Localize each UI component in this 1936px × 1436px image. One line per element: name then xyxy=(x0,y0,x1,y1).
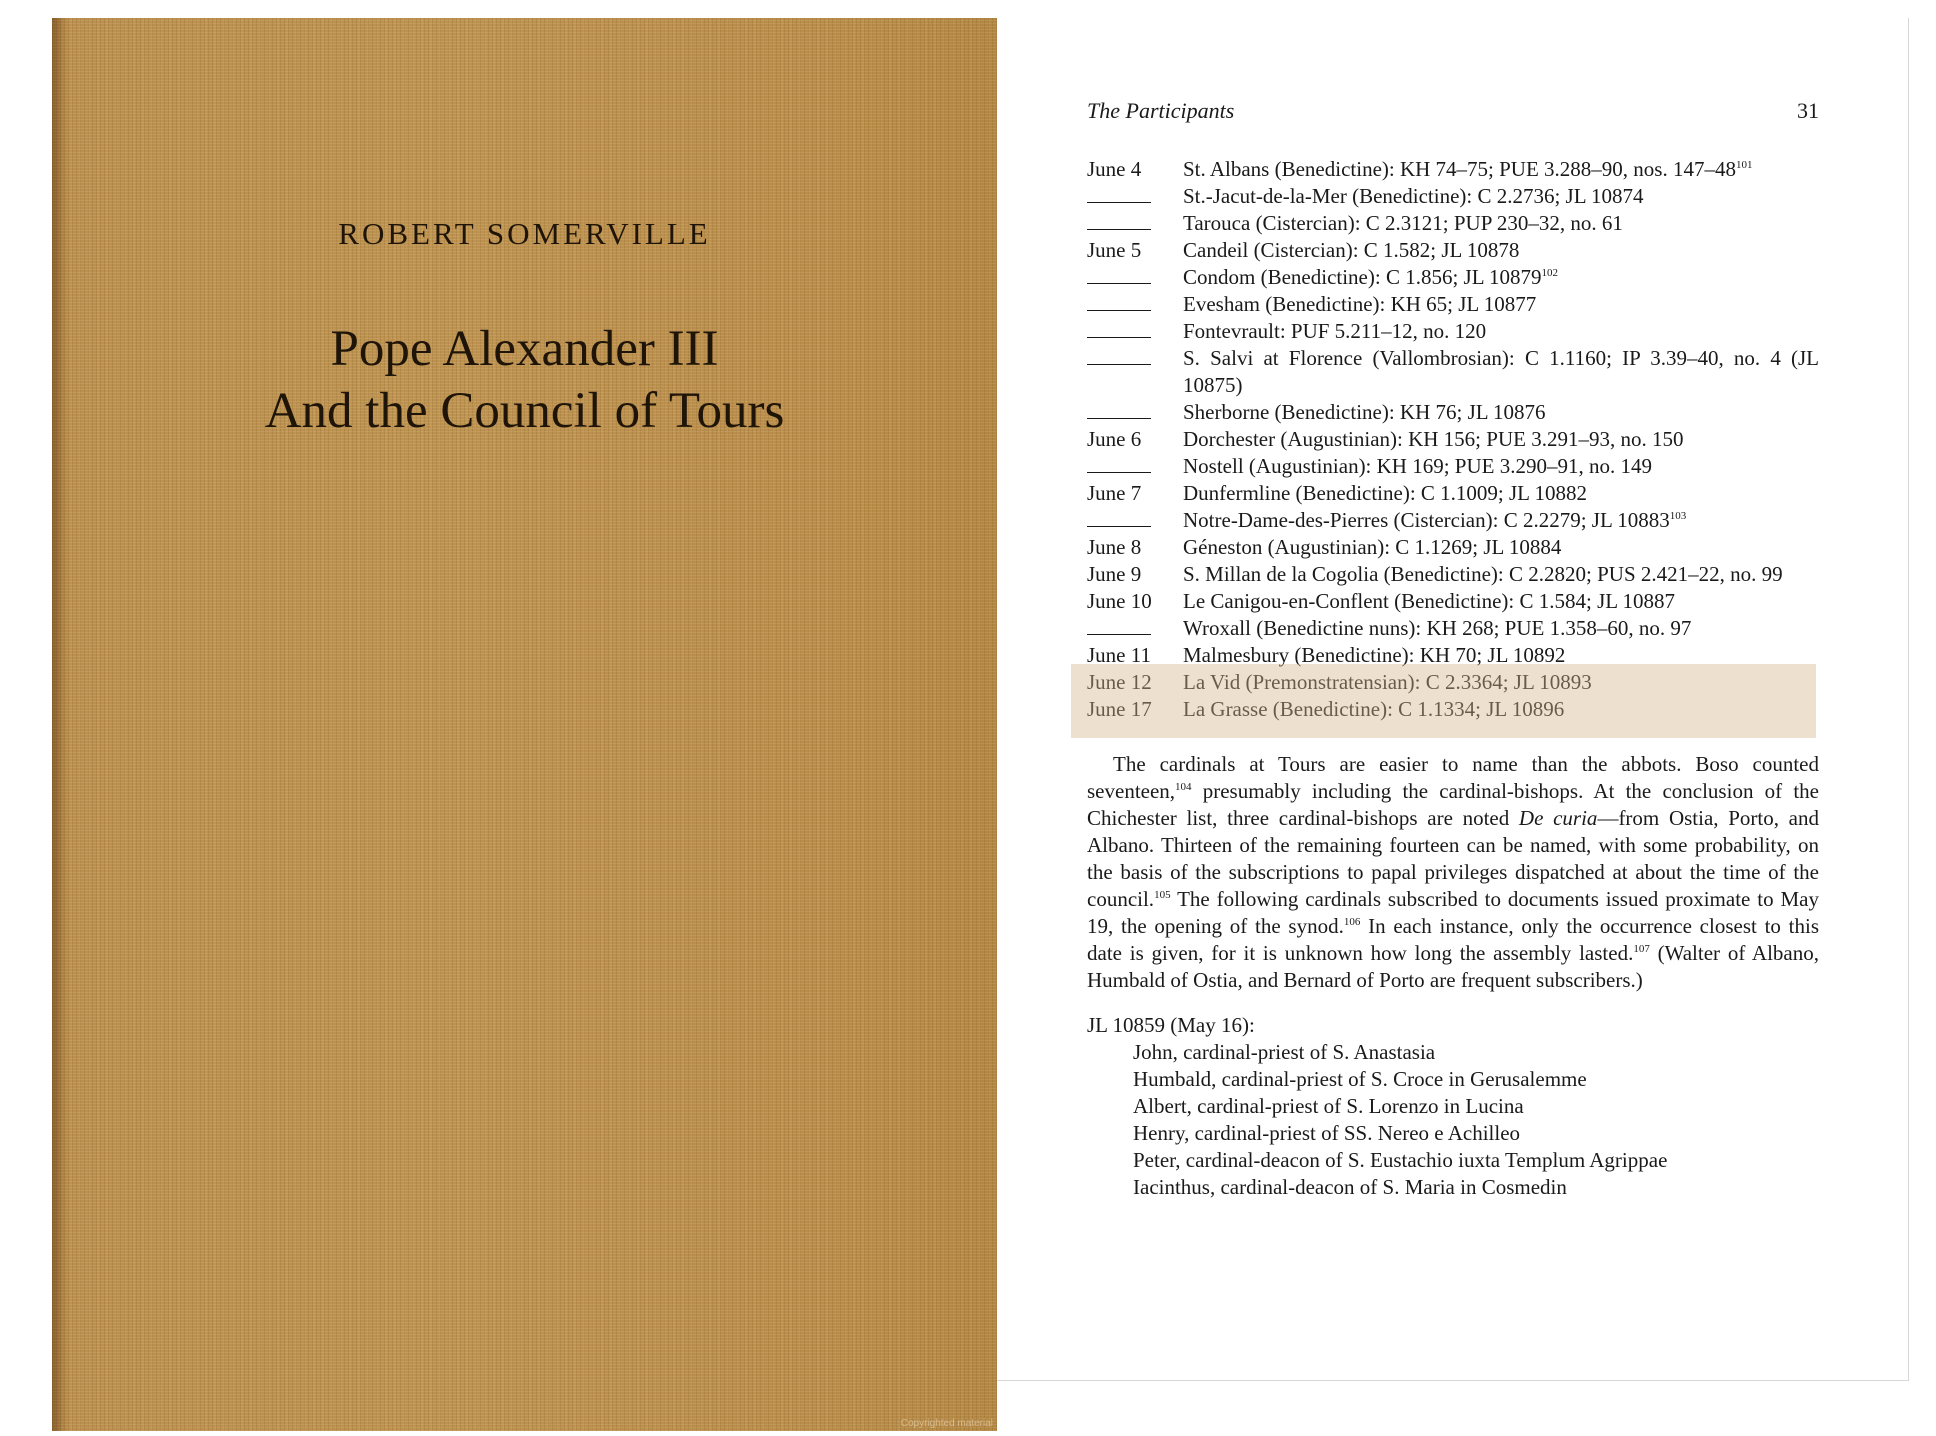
cover-watermark: Copyrighted material xyxy=(900,1418,993,1429)
ditto-rule xyxy=(1087,321,1151,338)
entry-citation: Malmesbury (Benedictine): KH 70; JL 10892 xyxy=(1183,643,1566,667)
page-number: 31 xyxy=(1797,98,1819,123)
running-head xyxy=(1087,98,1819,128)
entry-date: June 9 xyxy=(1087,562,1142,586)
entry-citation: Sherborne (Benedictine): KH 76; JL 10876 xyxy=(1183,400,1546,424)
paragraph-text-6: (Walter of Albano, Humbald of Ostia, and Bernard of Porto are frequent subscribers.) xyxy=(1087,941,1820,992)
list-item xyxy=(1087,507,1819,534)
list-item xyxy=(1087,318,1819,345)
entry-citation: S. Millan de la Cogolia (Benedictine): C 2.2820; PUS 2.421–22, no. 99 xyxy=(1183,562,1783,586)
entry-date: June 11 xyxy=(1087,643,1151,667)
list-item xyxy=(1087,210,1819,237)
ditto-line xyxy=(1087,453,1183,480)
entry-citation: Le Canigou-en-Conflent (Benedictine): C 1.584; JL 10887 xyxy=(1183,589,1676,613)
entry-citation: La Grasse (Benedictine): C 1.1334; JL 10896 xyxy=(1183,697,1565,721)
cover-author: ROBERT SOMERVILLE xyxy=(338,216,711,251)
list-item: Iacinthus, cardinal-deacon of S. Maria in Cosmedin xyxy=(1133,1175,1567,1199)
entry-date: June 7 xyxy=(1087,481,1142,505)
ditto-rule xyxy=(1087,267,1151,284)
list-item xyxy=(1087,453,1819,480)
entry-citation: Evesham (Benedictine): KH 65; JL 10877 xyxy=(1183,292,1537,316)
cover-title-line-1: Pope Alexander III xyxy=(330,321,719,377)
entry-text xyxy=(1183,156,1819,183)
ditto-line xyxy=(1087,183,1183,210)
entry-text xyxy=(1183,318,1819,345)
footnote-ref: 106 xyxy=(1343,916,1361,928)
footnote-ref: 101 xyxy=(1735,159,1753,171)
ditto-line xyxy=(1087,318,1183,345)
list-item xyxy=(1087,615,1819,642)
list-item xyxy=(1087,237,1819,264)
entry-text xyxy=(1183,588,1819,615)
search-highlight xyxy=(1071,664,1816,738)
cover-title xyxy=(52,318,997,442)
entry-citation: S. Salvi at Florence (Vallombrosian): C 1.1160; IP 3.39–40, no. 4 (JL 10875) xyxy=(1183,346,1819,397)
entry-text xyxy=(1183,453,1819,480)
list-item: Henry, cardinal-priest of SS. Nereo e Achilleo xyxy=(1133,1121,1521,1145)
entry-citation: Dorchester (Augustinian): KH 156; PUE 3.291–93, no. 150 xyxy=(1183,427,1684,451)
list-item: John, cardinal-priest of S. Anastasia xyxy=(1133,1040,1436,1064)
paragraph-italic: De curia xyxy=(1518,806,1598,830)
list-item xyxy=(1087,345,1819,399)
ditto-rule xyxy=(1087,213,1151,230)
ditto-line xyxy=(1087,345,1183,399)
ditto-rule xyxy=(1087,186,1151,203)
cover-title-line-2: And the Council of Tours xyxy=(264,383,785,439)
list-item: Albert, cardinal-priest of S. Lorenzo in Lucina xyxy=(1133,1094,1524,1118)
ditto-line xyxy=(1087,264,1183,291)
body-paragraph xyxy=(1087,751,1819,994)
entry-date: June 10 xyxy=(1087,589,1152,613)
document-heading: JL 10859 (May 16): xyxy=(1087,1013,1255,1037)
list-item xyxy=(1087,426,1819,453)
list-item: Humbald, cardinal-priest of S. Croce in Gerusalemme xyxy=(1133,1067,1587,1091)
entry-text xyxy=(1183,237,1819,264)
list-item xyxy=(1087,399,1819,426)
footnote-ref: 102 xyxy=(1541,267,1559,279)
book-page xyxy=(997,18,1909,1381)
footnote-ref: 107 xyxy=(1633,943,1650,955)
list-item xyxy=(1087,183,1819,210)
entry-text xyxy=(1183,291,1819,318)
entry-citation: St.-Jacut-de-la-Mer (Benedictine): C 2.2736; JL 10874 xyxy=(1183,184,1644,208)
footnote-ref: 105 xyxy=(1154,889,1171,901)
entry-text xyxy=(1183,264,1819,291)
entry-text xyxy=(1183,534,1819,561)
ditto-rule xyxy=(1087,294,1151,311)
ditto-line xyxy=(1087,399,1183,426)
entry-text xyxy=(1183,480,1819,507)
entry-citation: Dunfermline (Benedictine): C 1.1009; JL 10882 xyxy=(1183,481,1587,505)
entry-citation: Wroxall (Benedictine nuns): KH 268; PUE 1.358–60, no. 97 xyxy=(1183,616,1692,640)
entry-text xyxy=(1183,426,1819,453)
entry-citation: Fontevrault: PUF 5.211–12, no. 120 xyxy=(1183,319,1487,343)
list-item xyxy=(1087,534,1819,561)
entry-citation: Notre-Dame-des-Pierres (Cistercian): C 2.2279; JL 10883 xyxy=(1183,508,1670,532)
list-item xyxy=(1087,156,1819,183)
running-title: The Participants xyxy=(1087,98,1235,123)
ditto-rule xyxy=(1087,402,1151,419)
entry-citation: La Vid (Premonstratensian): C 2.3364; JL 10893 xyxy=(1183,670,1592,694)
entry-citation: Tarouca (Cistercian): C 2.3121; PUP 230–32, no. 61 xyxy=(1183,211,1623,235)
entry-text xyxy=(1183,615,1819,642)
list-item xyxy=(1087,588,1819,615)
page-content xyxy=(1087,98,1819,1201)
entry-citation: Nostell (Augustinian): KH 169; PUE 3.290–91, no. 149 xyxy=(1183,454,1652,478)
document-list xyxy=(1087,1012,1819,1201)
entry-date: June 12 xyxy=(1087,670,1152,694)
ditto-line xyxy=(1087,615,1183,642)
list-item xyxy=(1087,561,1819,588)
list-item xyxy=(1087,480,1819,507)
entry-citation: Candeil (Cistercian): C 1.582; JL 10878 xyxy=(1183,238,1520,262)
entry-date: June 8 xyxy=(1087,535,1142,559)
entry-citation: Condom (Benedictine): C 1.856; JL 10879 xyxy=(1183,265,1542,289)
paragraph-text-3: —from Ostia, Porto, and Albano. Thirteen of the remaining fourteen can be named, with some probability, on the basis of the subscriptions to papal privileges dispatched at about the time of the council. xyxy=(1087,806,1819,911)
entry-citation: St. Albans (Benedictine): KH 74–75; PUE 3.288–90, nos. 147–48 xyxy=(1183,157,1736,181)
list-item: Peter, cardinal-deacon of S. Eustachio iuxta Templum Agrippae xyxy=(1133,1148,1668,1172)
list-item xyxy=(1087,264,1819,291)
entry-date: June 17 xyxy=(1087,697,1152,721)
entry-citation: Géneston (Augustinian): C 1.1269; JL 10884 xyxy=(1183,535,1562,559)
paragraph-text-5: In each instance, only the occurrence closest to this date is given, for it is unknown how long the assembly lasted. xyxy=(1087,914,1819,965)
ditto-rule xyxy=(1087,510,1151,527)
ditto-rule xyxy=(1087,456,1151,473)
ditto-rule xyxy=(1087,348,1151,365)
participant-list xyxy=(1087,156,1819,723)
paragraph-text-4: The following cardinals subscribed to documents issued proximate to May 19, the opening of the synod. xyxy=(1087,887,1819,938)
entry-text xyxy=(1183,183,1819,210)
ditto-line xyxy=(1087,291,1183,318)
ditto-line xyxy=(1087,210,1183,237)
entry-text xyxy=(1183,561,1819,588)
entry-date: June 5 xyxy=(1087,238,1142,262)
entry-date: June 6 xyxy=(1087,427,1142,451)
paragraph-text-1: The cardinals at Tours are easier to name than the abbots. Boso counted seventeen, xyxy=(1087,752,1819,803)
entry-text xyxy=(1183,507,1819,534)
paragraph-text-2: presumably including the cardinal-bishops. At the conclusion of the Chichester list, three cardinal-bishops are noted xyxy=(1087,779,1819,830)
entry-text xyxy=(1183,399,1819,426)
book-cover xyxy=(52,18,997,1431)
entry-text xyxy=(1183,345,1819,399)
footnote-ref: 103 xyxy=(1669,510,1687,522)
ditto-line xyxy=(1087,507,1183,534)
list-item xyxy=(1087,291,1819,318)
ditto-rule xyxy=(1087,618,1151,635)
entry-text xyxy=(1183,210,1819,237)
footnote-ref: 104 xyxy=(1175,781,1192,793)
entry-date: June 4 xyxy=(1087,157,1142,181)
